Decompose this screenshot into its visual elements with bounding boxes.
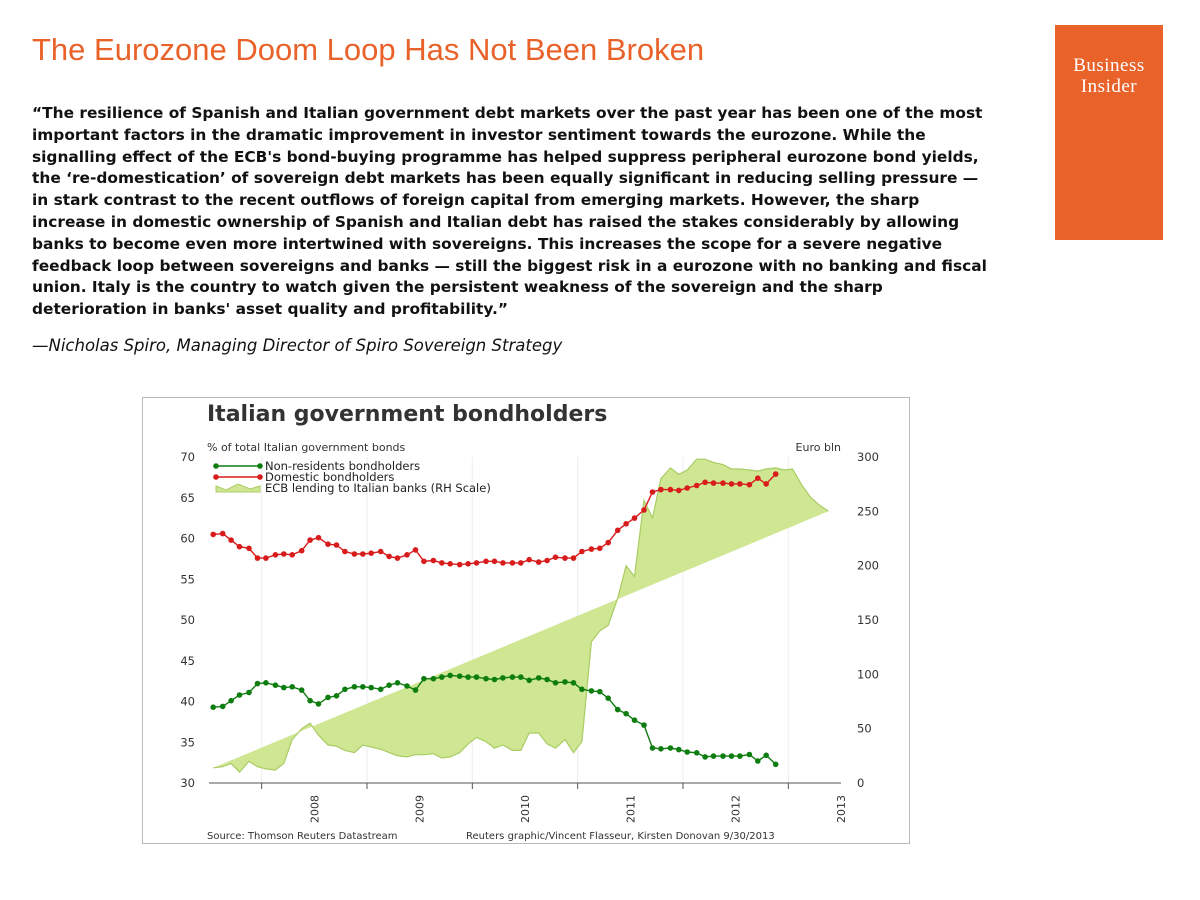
non-residents-point	[658, 746, 664, 752]
domestic-point	[518, 560, 524, 566]
domestic-point	[526, 557, 532, 563]
domestic-point	[413, 547, 419, 553]
non-residents-point	[352, 684, 358, 690]
legend-dot-domestic-b	[257, 474, 263, 480]
domestic-point	[457, 562, 463, 568]
quote-attribution: —Nicholas Spiro, Managing Director of Spiro Sovereign Strategy	[32, 336, 563, 355]
non-residents-point	[518, 674, 524, 680]
non-residents-point	[668, 745, 674, 751]
quote-text: “The resilience of Spanish and Italian government debt markets over the past year has been one of the most important factors in the dramatic improvement in investor sentiment towards the eurozone. While the signalling effect of the ECB's bond-buying programme has helped suppress peripheral eurozone bond yields, the ‘re-domestication’ of sovereign debt markets has been equally significant in reducing selling pressure — in stark contrast to the recent outflows of foreign capital from emerging markets. However, the sharp increase in domestic ownership of Spanish and Italian debt has raised the stakes considerably by allowing banks to become even more intertwined with sovereigns. This increases the scope for a severe negative feedback loop between sovereigns and banks — still the biggest risk in a eurozone with no banking and fiscal union. Italy is the country to watch given the persistent weakness of the sovereign and the sharp deterioration in banks' asset quality and profitability.”	[32, 104, 987, 319]
x-tick-label: 2009	[413, 795, 427, 823]
right-axis-label: Euro bln	[795, 441, 841, 454]
chart-title: Italian government bondholders	[207, 402, 608, 427]
domestic-point	[510, 560, 516, 566]
domestic-point	[431, 558, 437, 564]
domestic-point	[694, 483, 700, 489]
domestic-point	[334, 542, 340, 548]
domestic-point	[720, 480, 726, 486]
right-tick-label: 150	[857, 613, 879, 627]
domestic-point	[773, 471, 779, 477]
legend-label-nonres: Non-residents bondholders	[265, 459, 421, 473]
domestic-point	[386, 554, 392, 560]
domestic-point	[641, 507, 647, 513]
legend-swatch-ecb	[216, 484, 260, 492]
left-tick-labels	[180, 450, 195, 790]
domestic-point	[711, 480, 717, 486]
domestic-point	[220, 531, 226, 537]
non-residents-point	[447, 673, 453, 679]
domestic-point	[589, 546, 595, 552]
non-residents-point	[702, 754, 708, 760]
non-residents-point	[413, 687, 419, 693]
domestic-point	[360, 551, 366, 557]
non-residents-point	[650, 745, 656, 751]
right-tick-label: 200	[857, 558, 879, 573]
non-residents-point	[737, 753, 743, 759]
non-residents-point	[439, 674, 445, 680]
domestic-point	[763, 481, 769, 487]
domestic-point	[246, 546, 252, 552]
left-tick-label: 60	[180, 531, 195, 546]
non-residents-point	[220, 704, 226, 710]
domestic-point	[536, 559, 542, 565]
non-residents-point	[676, 747, 682, 753]
domestic-point	[747, 482, 753, 488]
domestic-point	[562, 555, 568, 561]
chart-axes	[209, 783, 841, 789]
domestic-point	[500, 560, 506, 566]
non-residents-point	[421, 676, 427, 682]
non-residents-point	[562, 679, 568, 685]
legend-label-domestic: Domestic bondholders	[265, 470, 395, 484]
non-residents-point	[684, 749, 690, 755]
non-residents-point	[334, 693, 340, 699]
non-residents-point	[605, 695, 611, 701]
domestic-point	[737, 481, 743, 487]
non-residents-point	[474, 674, 480, 680]
domestic-point	[755, 475, 761, 481]
domestic-point	[447, 561, 453, 567]
domestic-point	[378, 549, 384, 555]
non-residents-point	[228, 698, 234, 704]
domestic-point	[439, 560, 445, 566]
domestic-point	[352, 551, 358, 557]
non-residents-point	[457, 673, 463, 679]
right-tick-label: 50	[857, 721, 872, 736]
domestic-point	[342, 549, 348, 555]
domestic-point	[729, 481, 735, 487]
x-tick-label: 2010	[519, 795, 532, 823]
domestic-point	[421, 559, 427, 565]
left-tick-label: 70	[180, 450, 195, 464]
domestic-point	[228, 537, 234, 543]
left-tick-label: 65	[180, 490, 195, 505]
domestic-point	[632, 515, 638, 521]
non-residents-point	[299, 687, 305, 693]
x-tick-label: 2012	[729, 795, 743, 823]
domestic-point	[668, 487, 674, 493]
non-residents-point	[431, 676, 437, 682]
left-tick-label: 50	[180, 613, 195, 627]
non-residents-point	[325, 695, 331, 701]
page-title: The Eurozone Doom Loop Has Not Been Broken	[32, 32, 705, 67]
x-tick-label: 2013	[835, 795, 848, 823]
business-insider-logo	[1055, 25, 1163, 240]
non-residents-point	[307, 698, 313, 704]
domestic-point	[571, 555, 577, 561]
non-residents-point	[500, 675, 506, 681]
domestic-point	[544, 558, 550, 564]
non-residents-point	[378, 687, 384, 693]
non-residents-point	[360, 684, 366, 690]
domestic-point	[605, 540, 611, 546]
non-residents-point	[483, 676, 489, 682]
logo-line-2: Insider	[1080, 76, 1138, 97]
non-residents-point	[342, 687, 348, 693]
chart-legend	[213, 459, 491, 495]
ecb-lending-area	[213, 459, 828, 772]
domestic-point	[465, 561, 471, 567]
non-residents-point	[237, 692, 243, 698]
domestic-point	[684, 485, 690, 491]
left-tick-label: 35	[180, 735, 195, 750]
non-residents-point	[544, 677, 550, 683]
legend-dot-nonres-b	[257, 463, 263, 469]
domestic-point	[237, 544, 243, 550]
left-tick-label: 30	[180, 776, 195, 790]
non-residents-point	[273, 682, 279, 688]
non-residents-point	[255, 681, 261, 687]
non-residents-point	[386, 682, 392, 688]
right-tick-label: 300	[857, 450, 879, 464]
domestic-point	[474, 560, 480, 566]
chart-svg	[143, 398, 909, 843]
right-tick-label: 250	[857, 504, 879, 519]
x-tick-label: 2008	[308, 795, 322, 823]
legend-dot-nonres-a	[213, 463, 219, 469]
non-residents-point	[510, 674, 516, 680]
right-tick-label: 0	[857, 776, 865, 790]
domestic-point	[325, 541, 331, 547]
domestic-point	[281, 551, 287, 557]
non-residents-point	[763, 753, 769, 759]
domestic-point	[263, 555, 269, 561]
domestic-point	[483, 559, 489, 565]
chart-source: Source: Thomson Reuters Datastream	[207, 831, 398, 842]
non-residents-point	[536, 675, 542, 681]
non-residents-point	[263, 680, 269, 686]
domestic-point	[368, 550, 374, 556]
x-tick-label: 2011	[624, 795, 638, 823]
non-residents-point	[492, 677, 498, 683]
non-residents-point	[571, 680, 577, 686]
non-residents-point	[615, 707, 621, 713]
non-residents-point	[597, 689, 603, 695]
right-tick-labels	[857, 450, 879, 790]
domestic-point	[615, 528, 621, 534]
left-tick-label: 55	[180, 572, 195, 587]
non-residents-point	[368, 685, 374, 691]
non-residents-point	[553, 680, 559, 686]
non-residents-point	[694, 750, 700, 756]
chart-credit: Reuters graphic/Vincent Flasseur, Kirsten Donovan 9/30/2013	[466, 831, 775, 842]
non-residents-point	[395, 680, 401, 686]
domestic-point	[650, 489, 656, 495]
non-residents-point	[404, 683, 410, 689]
domestic-point	[579, 549, 585, 555]
non-residents-point	[747, 752, 753, 758]
left-axis-label: % of total Italian government bonds	[207, 441, 406, 454]
left-tick-label: 45	[180, 653, 195, 668]
non-residents-point	[729, 753, 735, 759]
non-residents-point	[623, 711, 629, 717]
non-residents-point	[711, 753, 717, 759]
legend-label-ecb: ECB lending to Italian banks (RH Scale)	[265, 481, 491, 495]
non-residents-point	[773, 762, 779, 768]
domestic-point	[404, 552, 410, 558]
chart-panel	[142, 397, 910, 844]
domestic-point	[702, 480, 708, 486]
non-residents-point	[281, 685, 287, 691]
domestic-point	[255, 555, 261, 561]
domestic-point	[299, 548, 305, 554]
domestic-point	[623, 521, 629, 527]
x-tick-labels	[308, 795, 848, 823]
domestic-point	[597, 546, 603, 552]
non-residents-point	[589, 688, 595, 694]
domestic-point	[658, 487, 664, 493]
non-residents-point	[246, 690, 252, 696]
non-residents-point	[316, 701, 322, 707]
domestic-point	[210, 532, 216, 538]
non-residents-point	[755, 758, 761, 764]
domestic-point	[553, 554, 559, 560]
non-residents-point	[465, 674, 471, 680]
domestic-point	[273, 552, 279, 558]
right-tick-label: 100	[857, 667, 879, 682]
domestic-point	[395, 555, 401, 561]
domestic-point	[316, 535, 322, 541]
logo-line-1: Business	[1073, 55, 1145, 76]
domestic-point	[492, 559, 498, 565]
left-tick-label: 40	[180, 694, 195, 709]
non-residents-point	[526, 678, 532, 684]
non-residents-point	[720, 753, 726, 759]
non-residents-point	[579, 687, 585, 693]
non-residents-point	[641, 722, 647, 728]
non-residents-point	[210, 704, 216, 710]
domestic-point	[289, 552, 295, 558]
non-residents-point	[289, 684, 295, 690]
legend-dot-domestic-a	[213, 474, 219, 480]
domestic-point	[676, 488, 682, 494]
domestic-point	[307, 537, 313, 543]
non-residents-point	[632, 717, 638, 723]
